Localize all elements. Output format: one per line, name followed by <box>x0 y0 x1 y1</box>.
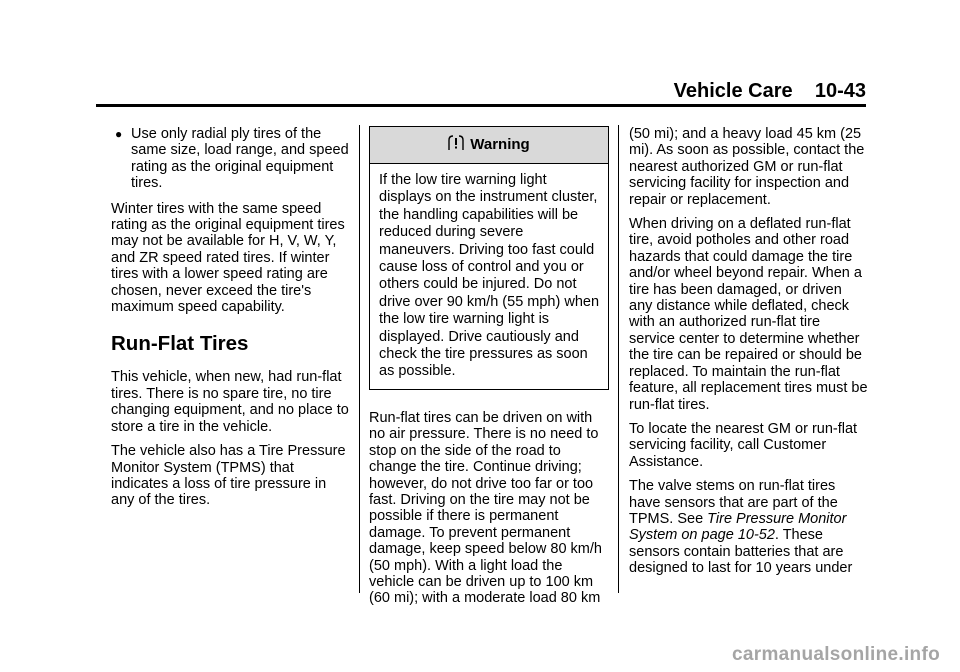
bullet-item <box>111 126 351 192</box>
cross-reference-link[interactable]: Tire Pressure Monitor System on page 10-52 <box>629 510 847 544</box>
warning-title: Warning <box>470 135 530 153</box>
section-heading: Run-Flat Tires <box>111 332 249 356</box>
paragraph-text: . These sensors contain batteries that are designed to last for 10 years under <box>629 527 853 577</box>
warning-box <box>369 126 609 390</box>
column-2 <box>369 126 609 615</box>
warning-header <box>370 127 608 164</box>
paragraph: This vehicle, when new, had run-flat tires. There is no spare tire, no tire changing equipment, and no place to store a tire in the vehicle. <box>111 369 349 435</box>
paragraph: When driving on a deflated run-flat tire, avoid potholes and other road hazards that could damage the tire and/or wheel beyond repair. When a tire has been damaged, or driven any distance while deflated, check with an authorized run-flat tire service center to determine whether the tire can be repaired or should be replaced. To maintain the run-flat feature, all replacement tires must be run-flat tires. <box>629 216 868 413</box>
column-divider <box>359 125 360 593</box>
bullet-text: Use only radial ply tires of the same size, load range, and speed rating as the original equipment tires. <box>131 126 349 192</box>
paragraph-text: The valve stems on run-flat tires have sensors that are part of the TPMS. See <box>629 478 838 527</box>
warning-bracket-icon <box>448 135 464 155</box>
column-3 <box>629 126 869 585</box>
column-1 <box>111 126 351 517</box>
column-divider <box>618 125 619 593</box>
paragraph: The vehicle also has a Tire Pressure Monitor System (TPMS) that indicates a loss of tire pressure in any of the tires. <box>111 443 346 509</box>
page-header <box>96 80 866 106</box>
watermark: carmanualsonline.info <box>732 644 940 665</box>
header-rule <box>96 104 866 107</box>
paragraph: Run-flat tires can be driven on with no air pressure. There is no need to stop on the side of the road to change the tire. Continue driving; however, do not drive too far or too fast. Driving on the tire may not be possible if there is permanent damage. To prevent permanent damage, keep speed below 80 km/h (50 mph). With a light load the vehicle can be driven up to 100 km (60 mi); with a moderate load 80 km <box>369 409 602 607</box>
warning-body: If the low tire warning light displays on the instrument cluster, the handling capabilities will be reduced during severe maneuvers. Driving too fast could cause loss of control and you or others could be injured. Do not drive over 90 km/h (55 mph) when the low tire warning light is displayed. Drive cautiously and check the tire pressures as soon as possible. <box>379 172 600 380</box>
paragraph <box>629 478 869 576</box>
section-title: Vehicle Care <box>673 80 793 102</box>
paragraph: (50 mi); and a heavy load 45 km (25 mi). As soon as possible, contact the nearest authorized GM or run-flat servicing facility for inspection and repair or replacement. <box>629 126 865 208</box>
paragraph: To locate the nearest GM or run-flat servicing facility, call Customer Assistance. <box>629 420 858 470</box>
bullet-dot-icon: ● <box>115 127 123 141</box>
header-title <box>674 80 866 103</box>
paragraph: Winter tires with the same speed rating as the original equipment tires may not be available for H, V, W, Y, and ZR speed rated tires. If winter tires with a lower speed rating are chosen, never exceed the tire's maximum speed capability. <box>111 200 345 316</box>
page-number: 10-43 <box>814 80 866 102</box>
